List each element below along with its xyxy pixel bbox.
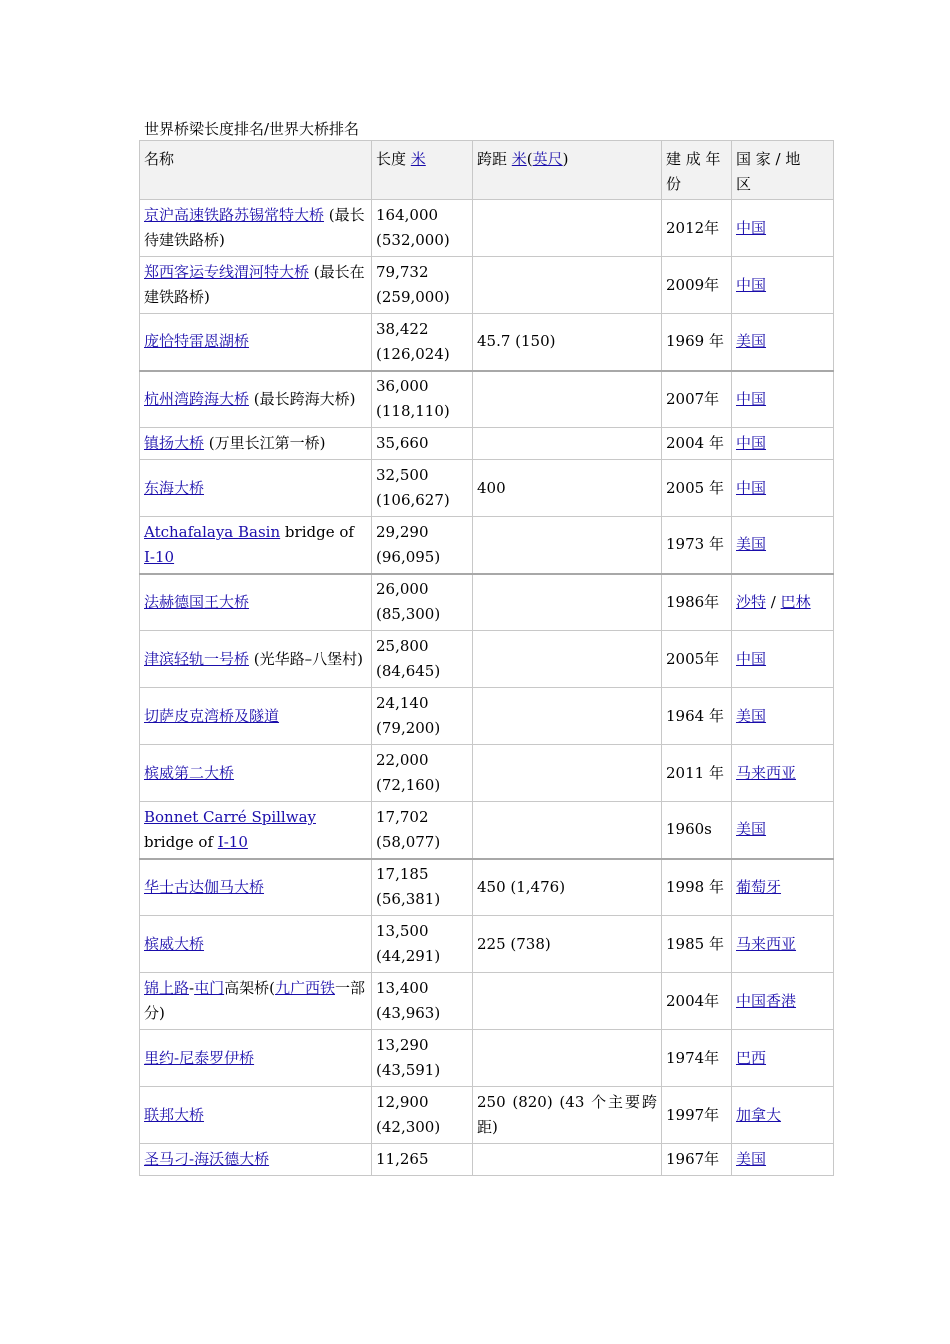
- table-row: [140, 517, 834, 574]
- year-value: 1998 年: [666, 877, 724, 896]
- year-cell: [662, 973, 732, 1030]
- country-cell: [732, 460, 834, 517]
- table-row: [140, 314, 834, 371]
- country-link[interactable]: 美国: [736, 1150, 767, 1168]
- span-cell: [473, 257, 662, 314]
- bridge-name-note: bridge of: [280, 522, 354, 541]
- country-cell: [732, 631, 834, 688]
- header-length: 长度 米: [372, 141, 473, 200]
- bridge-name-note: (最长在建铁路桥): [144, 263, 365, 306]
- length-feet: (44,291): [376, 947, 441, 965]
- length-cell: [372, 460, 473, 517]
- bridge-name-cell: [140, 859, 372, 916]
- length-meters: 164,000: [376, 206, 439, 224]
- country-cell: [732, 314, 834, 371]
- header-country: 国 家 / 地 区: [732, 141, 834, 200]
- length-cell: [372, 314, 473, 371]
- bridge-name-link[interactable]: 锦上路: [144, 979, 190, 997]
- country-cell: [732, 745, 834, 802]
- table-row: [140, 802, 834, 859]
- table-row: [140, 257, 834, 314]
- span-cell: [473, 916, 662, 973]
- bridge-name-link[interactable]: 里约-尼泰罗伊桥: [144, 1048, 255, 1067]
- bridge-name-cell: [140, 428, 372, 460]
- table-row: [140, 973, 834, 1030]
- span-cell: [473, 1144, 662, 1176]
- year-cell: [662, 631, 732, 688]
- table-row: [140, 631, 834, 688]
- length-feet: (43,591): [376, 1061, 441, 1079]
- year-value: 2005年: [666, 649, 720, 668]
- year-cell: [662, 1144, 732, 1176]
- length-cell: [372, 802, 473, 859]
- length-cell: [372, 973, 473, 1030]
- table-row: [140, 200, 834, 257]
- span-value: 400: [477, 478, 506, 497]
- table-row: [140, 916, 834, 973]
- table-header-row: [140, 141, 834, 200]
- year-cell: [662, 688, 732, 745]
- year-value: 2004 年: [666, 434, 724, 452]
- span-cell: [473, 859, 662, 916]
- span-cell: [473, 371, 662, 428]
- bridge-name-link[interactable]: 郑西客运专线渭河特大桥: [144, 263, 310, 281]
- year-cell: [662, 802, 732, 859]
- year-value: 2012年: [666, 218, 720, 237]
- bridge-name-cell: [140, 916, 372, 973]
- length-cell: [372, 1144, 473, 1176]
- country-separator: /: [766, 592, 781, 611]
- country-link[interactable]: 中国: [736, 389, 767, 408]
- table-row: [140, 574, 834, 631]
- length-feet: (118,110): [376, 402, 450, 421]
- year-cell: [662, 200, 732, 257]
- bridge-name-link[interactable]: 津滨轻轨一号桥: [144, 649, 250, 668]
- span-cell: [473, 1087, 662, 1144]
- header-span: 跨距 米(英尺): [473, 141, 662, 200]
- bridge-name-cell: [140, 517, 372, 574]
- span-cell: [473, 631, 662, 688]
- bridge-name-cell: [140, 1144, 372, 1176]
- bridge-name-link[interactable]: 槟威大桥: [144, 934, 205, 953]
- length-feet: (84,645): [376, 662, 441, 680]
- length-meters: 79,732: [376, 263, 429, 281]
- country-cell: [732, 1030, 834, 1087]
- length-meters: 36,000: [376, 377, 429, 396]
- span-cell: [473, 200, 662, 257]
- country-cell: [732, 859, 834, 916]
- country-cell: [732, 973, 834, 1030]
- bridge-name-cell: [140, 745, 372, 802]
- bridge-name-cell: [140, 200, 372, 257]
- year-value: 1986年: [666, 592, 720, 611]
- page-title: 世界桥梁长度排名/世界大桥排名: [144, 120, 360, 138]
- table-row: [140, 745, 834, 802]
- bridge-name-link[interactable]: 京沪高速铁路苏锡常特大桥: [144, 206, 325, 224]
- length-cell: [372, 688, 473, 745]
- country-link[interactable]: 美国: [736, 706, 767, 725]
- span-cell: [473, 1030, 662, 1087]
- header-name: 名称: [140, 141, 372, 200]
- year-cell: [662, 859, 732, 916]
- year-value: 1969 年: [666, 332, 724, 351]
- bridge-name-link[interactable]: 联邦大桥: [144, 1105, 205, 1124]
- year-value: 2007年: [666, 389, 720, 408]
- length-meters: 38,422: [376, 319, 429, 338]
- year-value: 1985 年: [666, 934, 724, 953]
- bridge-name-link[interactable]: 槟威第二大桥: [144, 763, 235, 782]
- year-cell: [662, 574, 732, 631]
- bridge-name-link[interactable]: 东海大桥: [144, 478, 205, 497]
- bridge-name-link[interactable]: 圣马刁-海沃德大桥: [144, 1150, 270, 1168]
- bridge-name-note: bridge of: [144, 832, 218, 851]
- length-meters: 32,500: [376, 466, 429, 484]
- length-cell: [372, 745, 473, 802]
- year-value: 1967年: [666, 1150, 720, 1168]
- country-link[interactable]: 马来西亚: [736, 934, 797, 953]
- length-feet: (56,381): [376, 890, 441, 909]
- length-feet: (96,095): [376, 547, 441, 566]
- length-feet: (259,000): [376, 288, 450, 306]
- country-cell: [732, 371, 834, 428]
- table-row: [140, 428, 834, 460]
- length-meters: 35,660: [376, 434, 429, 452]
- length-feet: (126,024): [376, 344, 450, 363]
- country-cell: [732, 688, 834, 745]
- length-meters: 26,000: [376, 580, 429, 599]
- length-cell: [372, 200, 473, 257]
- span-value: 45.7 (150): [477, 332, 556, 351]
- bridge-name-link[interactable]: Atchafalaya Basin: [144, 522, 281, 541]
- table-row: [140, 1087, 834, 1144]
- header-year: 建 成 年份: [662, 141, 732, 200]
- length-cell: [372, 574, 473, 631]
- year-value: 1973 年: [666, 535, 724, 554]
- foot-link[interactable]: 英尺: [532, 150, 563, 168]
- year-value: 1997年: [666, 1105, 720, 1124]
- length-cell: [372, 859, 473, 916]
- bridge-name-note: (最长跨海大桥): [249, 389, 356, 408]
- length-meters: 17,702: [376, 807, 429, 826]
- span-cell: [473, 460, 662, 517]
- span-value: 450 (1,476): [477, 877, 566, 896]
- table-row: [140, 688, 834, 745]
- length-meters: 22,000: [376, 751, 429, 769]
- table-row: [140, 1030, 834, 1087]
- country-link[interactable]: 加拿大: [736, 1105, 782, 1124]
- span-cell: [473, 428, 662, 460]
- bridge-name-cell: [140, 574, 372, 631]
- year-cell: [662, 371, 732, 428]
- year-cell: [662, 460, 732, 517]
- year-cell: [662, 257, 732, 314]
- year-cell: [662, 1030, 732, 1087]
- bridge-name-link[interactable]: 九广西铁: [274, 979, 335, 997]
- length-meters: 24,140: [376, 694, 429, 712]
- bridge-name-cell: [140, 257, 372, 314]
- bridge-name-link[interactable]: I-10: [217, 832, 248, 851]
- length-feet: (85,300): [376, 605, 441, 624]
- bridge-name-cell: [140, 688, 372, 745]
- bridge-name-cell: [140, 460, 372, 517]
- length-feet: (106,627): [376, 491, 450, 509]
- country-cell: [732, 802, 834, 859]
- length-meters: 11,265: [376, 1150, 429, 1168]
- year-cell: [662, 1087, 732, 1144]
- span-meter-link[interactable]: 米: [511, 150, 527, 168]
- length-meters: 25,800: [376, 637, 429, 655]
- table-row: [140, 371, 834, 428]
- bridge-name-link[interactable]: I-10: [144, 547, 175, 566]
- country-link[interactable]: 中国: [736, 478, 767, 497]
- bridge-name-link[interactable]: 屯门: [194, 979, 225, 997]
- length-meters: 13,290: [376, 1036, 429, 1054]
- country-link[interactable]: 美国: [736, 332, 767, 351]
- length-cell: [372, 1030, 473, 1087]
- length-cell: [372, 257, 473, 314]
- year-value: 2005 年: [666, 478, 724, 497]
- length-meters: 17,185: [376, 865, 429, 884]
- length-cell: [372, 631, 473, 688]
- bridge-name-note: (万里长江第一桥): [204, 434, 326, 452]
- length-feet: (79,200): [376, 719, 441, 737]
- country-cell: [732, 257, 834, 314]
- length-cell: [372, 371, 473, 428]
- year-cell: [662, 745, 732, 802]
- country-cell: [732, 574, 834, 631]
- length-meters: 29,290: [376, 522, 429, 541]
- bridge-name-cell: [140, 371, 372, 428]
- length-meters: 13,500: [376, 922, 429, 940]
- length-meters: 12,900: [376, 1093, 429, 1111]
- bridge-name-link[interactable]: 法赫德国王大桥: [144, 592, 250, 611]
- table-row: [140, 859, 834, 916]
- length-feet: (43,963): [376, 1004, 441, 1022]
- length-cell: [372, 517, 473, 574]
- span-cell: [473, 314, 662, 371]
- bridge-name-cell: [140, 973, 372, 1030]
- country-cell: [732, 428, 834, 460]
- country-link[interactable]: 巴西: [736, 1048, 767, 1067]
- bridge-name-note: (光华路–八堡村): [249, 649, 363, 668]
- country-cell: [732, 200, 834, 257]
- table-row: [140, 460, 834, 517]
- length-cell: [372, 916, 473, 973]
- year-value: 1974年: [666, 1048, 720, 1067]
- span-value: 250 (820) (43 个主要跨距): [477, 1093, 657, 1136]
- country-link[interactable]: 沙特: [736, 592, 767, 611]
- bridge-name-cell: [140, 802, 372, 859]
- table-row: [140, 1144, 834, 1176]
- year-value: 2009年: [666, 275, 720, 294]
- bridge-name-note: 高架桥(: [224, 979, 275, 997]
- year-cell: [662, 916, 732, 973]
- country-link[interactable]: 中国: [736, 275, 767, 294]
- length-meters: 13,400: [376, 979, 429, 997]
- span-cell: [473, 973, 662, 1030]
- country-link[interactable]: 马来西亚: [736, 763, 797, 782]
- year-value: 2011 年: [666, 763, 724, 782]
- bridge-name-link[interactable]: 杭州湾跨海大桥: [144, 389, 250, 408]
- span-cell: [473, 574, 662, 631]
- meter-link[interactable]: 米: [410, 150, 426, 168]
- country-cell: [732, 1144, 834, 1176]
- span-cell: [473, 517, 662, 574]
- country-cell: [732, 916, 834, 973]
- country-link[interactable]: 美国: [736, 820, 767, 839]
- length-feet: (42,300): [376, 1118, 441, 1136]
- year-value: 1964 年: [666, 706, 724, 725]
- bridge-name-link[interactable]: 镇扬大桥: [144, 434, 205, 452]
- bridge-name-cell: [140, 314, 372, 371]
- country-link[interactable]: 中国: [736, 218, 767, 237]
- bridge-name-cell: [140, 631, 372, 688]
- span-cell: [473, 802, 662, 859]
- year-value: 2004年: [666, 991, 720, 1010]
- country-link[interactable]: 巴林: [780, 592, 811, 611]
- span-value: 225 (738): [477, 934, 551, 953]
- country-link[interactable]: 中国香港: [736, 991, 797, 1010]
- country-link[interactable]: 中国: [736, 434, 767, 452]
- length-feet: (72,160): [376, 776, 441, 794]
- bridge-name-cell: [140, 1030, 372, 1087]
- bridge-name-link[interactable]: 华士古达伽马大桥: [144, 877, 265, 896]
- length-feet: (58,077): [376, 832, 441, 851]
- year-cell: [662, 428, 732, 460]
- country-link[interactable]: 美国: [736, 535, 767, 554]
- bridge-name-cell: [140, 1087, 372, 1144]
- country-link[interactable]: 中国: [736, 649, 767, 668]
- year-cell: [662, 314, 732, 371]
- bridge-name-note: (最长待建铁路桥): [144, 206, 365, 249]
- bridge-name-link[interactable]: 庞恰特雷恩湖桥: [144, 332, 250, 351]
- country-cell: [732, 1087, 834, 1144]
- length-cell: [372, 1087, 473, 1144]
- bridge-name-link[interactable]: 切萨皮克湾桥及隧道: [144, 706, 280, 725]
- country-link[interactable]: 葡萄牙: [736, 877, 782, 896]
- length-cell: [372, 428, 473, 460]
- bridge-name-note: -: [189, 979, 195, 997]
- year-cell: [662, 517, 732, 574]
- span-cell: [473, 688, 662, 745]
- year-value: 1960s: [666, 820, 712, 839]
- span-cell: [473, 745, 662, 802]
- bridge-name-link[interactable]: Bonnet Carré Spillway: [144, 807, 316, 826]
- bridge-ranking-table: [139, 140, 834, 1176]
- length-feet: (532,000): [376, 231, 450, 249]
- bridge-name-note: 一部分): [144, 979, 365, 1022]
- country-cell: [732, 517, 834, 574]
